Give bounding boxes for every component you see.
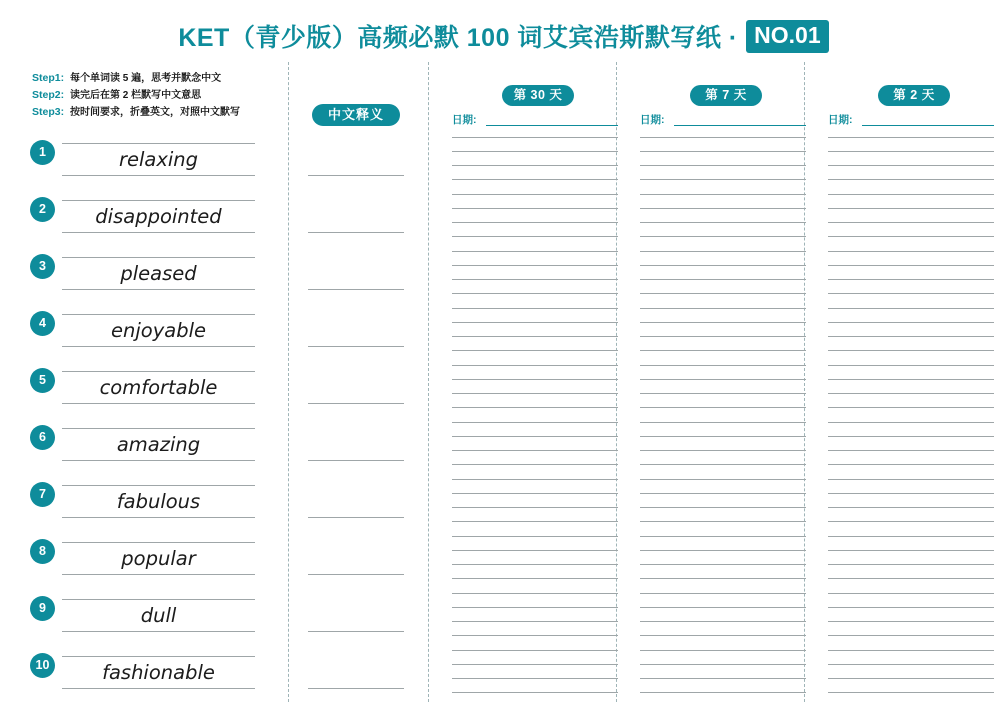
list-item xyxy=(26,643,276,700)
word-number: 5 xyxy=(30,368,55,393)
day-writing-lines xyxy=(452,130,632,700)
day-line-group[interactable] xyxy=(640,301,820,358)
day-writing-lines xyxy=(828,130,1007,700)
instruction-step-1-text: 每个单词读 5 遍，思考并默念中文 xyxy=(70,73,222,84)
word-text: comfortable xyxy=(99,376,218,399)
date-field[interactable] xyxy=(452,110,632,128)
meaning-row[interactable] xyxy=(308,187,404,244)
word-number: 10 xyxy=(30,653,55,678)
day-badge: 第 7 天 xyxy=(690,85,762,106)
day-line-group[interactable] xyxy=(640,529,820,586)
day-line-group[interactable] xyxy=(452,529,632,586)
meaning-column-header: 中文释义 xyxy=(312,104,400,126)
meaning-row[interactable] xyxy=(308,529,404,586)
list-item xyxy=(26,244,276,301)
day-line-group[interactable] xyxy=(828,301,1007,358)
meaning-column-lines xyxy=(308,130,404,700)
word-number: 7 xyxy=(30,482,55,507)
word-text: popular xyxy=(121,547,196,570)
meaning-row[interactable] xyxy=(308,130,404,187)
day-line-group[interactable] xyxy=(640,643,820,700)
meaning-row[interactable] xyxy=(308,643,404,700)
list-item xyxy=(26,358,276,415)
date-field[interactable] xyxy=(640,110,820,128)
day-line-group[interactable] xyxy=(452,130,632,187)
word-number: 3 xyxy=(30,254,55,279)
day-line-group[interactable] xyxy=(452,586,632,643)
list-item xyxy=(26,586,276,643)
day-line-group[interactable] xyxy=(640,415,820,472)
word-text: enjoyable xyxy=(111,319,206,342)
day-line-group[interactable] xyxy=(452,358,632,415)
word-number: 9 xyxy=(30,596,55,621)
word-number: 6 xyxy=(30,425,55,450)
day-line-group[interactable] xyxy=(640,586,820,643)
day-line-group[interactable] xyxy=(452,415,632,472)
day-line-group[interactable] xyxy=(640,187,820,244)
instruction-step-2-text: 读完后在第 2 栏默写中文意思 xyxy=(70,90,202,101)
meaning-row[interactable] xyxy=(308,301,404,358)
meaning-row[interactable] xyxy=(308,358,404,415)
instructions xyxy=(32,70,282,121)
day-line-group[interactable] xyxy=(640,130,820,187)
date-input-line[interactable] xyxy=(486,125,618,126)
column-divider-2 xyxy=(428,62,429,702)
day-line-group[interactable] xyxy=(828,415,1007,472)
day-line-group[interactable] xyxy=(828,130,1007,187)
word-text: relaxing xyxy=(118,148,199,171)
instruction-step-3-text: 按时间要求，折叠英文，对照中文默写 xyxy=(70,107,241,118)
day-line-group[interactable] xyxy=(452,187,632,244)
list-item xyxy=(26,301,276,358)
instruction-step-2 xyxy=(32,87,282,104)
day-line-group[interactable] xyxy=(828,358,1007,415)
date-input-line[interactable] xyxy=(674,125,806,126)
day-line-group[interactable] xyxy=(828,529,1007,586)
day-badge: 第 2 天 xyxy=(878,85,950,106)
word-text: amazing xyxy=(116,433,201,456)
list-item xyxy=(26,187,276,244)
day-line-group[interactable] xyxy=(828,187,1007,244)
date-input-line[interactable] xyxy=(862,125,994,126)
instruction-step-3-key: Step3: xyxy=(32,106,65,118)
day-line-group[interactable] xyxy=(452,643,632,700)
word-number: 2 xyxy=(30,197,55,222)
meaning-row[interactable] xyxy=(308,586,404,643)
word-list xyxy=(26,130,276,700)
day-line-group[interactable] xyxy=(640,472,820,529)
day-line-group[interactable] xyxy=(828,244,1007,301)
word-number: 4 xyxy=(30,311,55,336)
word-text: dull xyxy=(140,604,177,627)
word-number: 8 xyxy=(30,539,55,564)
day-line-group[interactable] xyxy=(452,301,632,358)
day-line-group[interactable] xyxy=(640,358,820,415)
day-line-group[interactable] xyxy=(452,472,632,529)
word-text: disappointed xyxy=(95,205,222,228)
word-text: pleased xyxy=(120,262,197,285)
page-title xyxy=(0,18,1007,54)
list-item xyxy=(26,529,276,586)
date-label: 日期: xyxy=(828,114,853,126)
word-text: fashionable xyxy=(102,661,215,684)
day-writing-lines xyxy=(640,130,820,700)
word-number: 1 xyxy=(30,140,55,165)
page-title-text: KET（青少版）高频必默 100 词艾宾浩斯默写纸 · xyxy=(178,24,738,52)
instruction-step-1 xyxy=(32,70,282,87)
day-line-group[interactable] xyxy=(828,643,1007,700)
meaning-row[interactable] xyxy=(308,415,404,472)
word-text: fabulous xyxy=(116,490,201,513)
list-item xyxy=(26,472,276,529)
meaning-row[interactable] xyxy=(308,244,404,301)
instruction-step-2-key: Step2: xyxy=(32,89,65,101)
instruction-step-3 xyxy=(32,104,282,121)
date-field[interactable] xyxy=(828,110,1007,128)
column-divider-1 xyxy=(288,62,289,702)
date-label: 日期: xyxy=(452,114,477,126)
sheet-number-badge: NO.01 xyxy=(746,20,828,53)
meaning-row[interactable] xyxy=(308,472,404,529)
day-badge: 第 30 天 xyxy=(502,85,574,106)
day-line-group[interactable] xyxy=(828,472,1007,529)
instruction-step-1-key: Step1: xyxy=(32,72,65,84)
day-line-group[interactable] xyxy=(640,244,820,301)
day-line-group[interactable] xyxy=(452,244,632,301)
list-item xyxy=(26,415,276,472)
list-item xyxy=(26,130,276,187)
date-label: 日期: xyxy=(640,114,665,126)
day-line-group[interactable] xyxy=(828,586,1007,643)
